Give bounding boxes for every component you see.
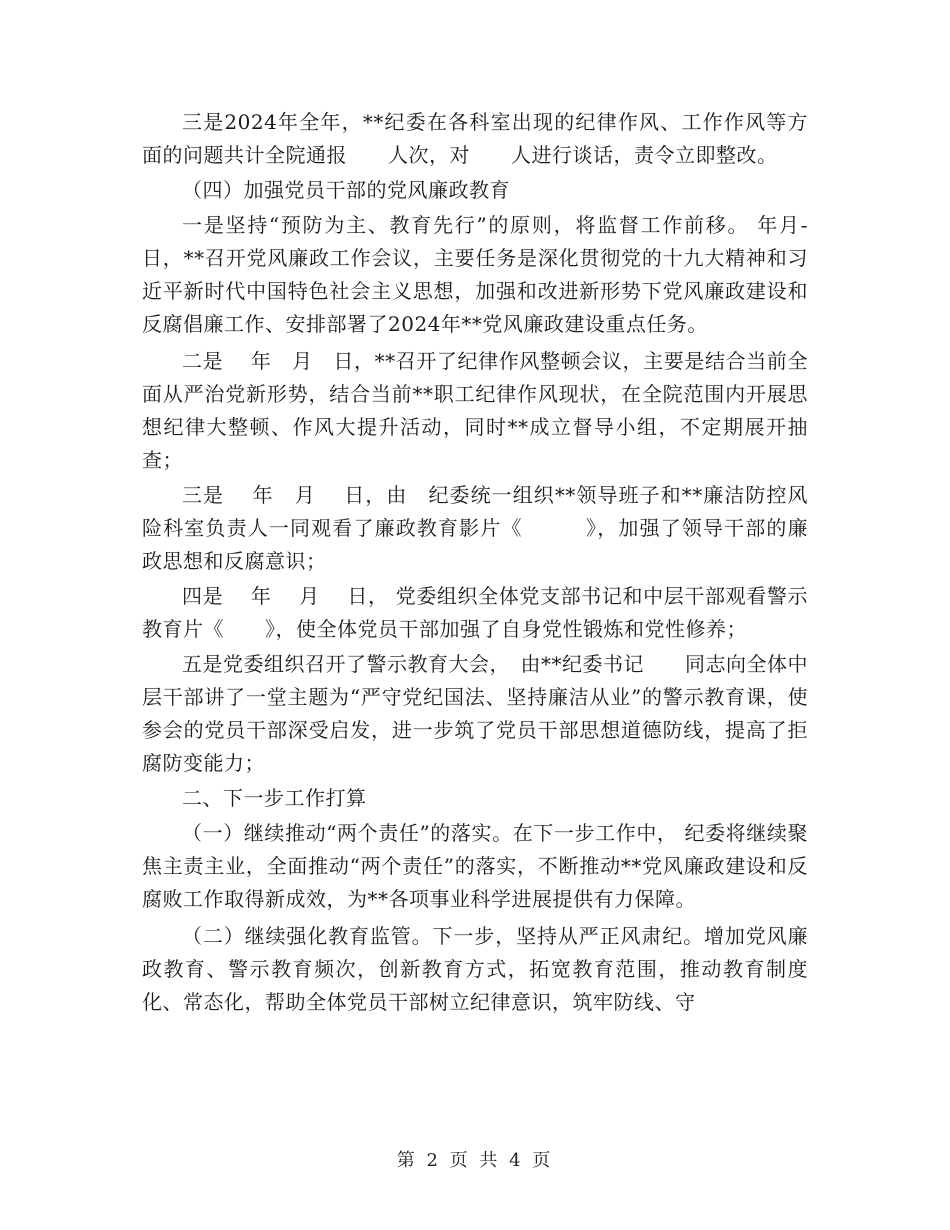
document-body xyxy=(142,106,808,1021)
paragraph-3: 二是 年 月 日，**召开了纪律作风整顿会议，主要是结合当前全面从严治党新形势，结合当前**职工纪律作风现状，在全院范围内开展思想纪律大整顿、作风大提升活动，同时**成立督导小组，不定期展开抽查； xyxy=(142,349,808,472)
section-heading-4: （四）加强党员干部的党风廉政教育 xyxy=(182,178,510,202)
section-heading-next-steps: 二、下一步工作打算 xyxy=(182,786,367,810)
paragraph-8: （二）继续强化教育监管。下一步，坚持从严正风肃纪。增加党风廉政教育、警示教育频次，创新教育方式，拓宽教育范围，推动教育制度化、常态化，帮助全体党员干部树立纪律意识，筑牢防线、守 xyxy=(142,924,808,1014)
paragraph-2: 一是坚持“预防为主、教育先行”的原则，将监督工作前移。 年月-日，**召开党风廉政工作会议，主要任务是深化贯彻党的十九大精神和习近平新时代中国特色社会主义思想，加强和改进新形势下党风廉政建设和反腐倡廉工作、安排部署了2024年**党风廉政建设重点任务。 xyxy=(142,213,808,336)
paragraph-6: 五是党委组织召开了警示教育大会， 由**纪委书记 同志向全体中层干部讲了一堂主题为“严守党纪国法、坚持廉洁从业”的警示教育课，使参会的党员干部深受启发，进一步筑了党员干部思想道德防线，提高了拒腐防变能力； xyxy=(142,652,808,775)
page-number-footer: 第 2 页 共 4 页 xyxy=(396,1150,554,1171)
paragraph-1: 三是2024年全年，**纪委在各科室出现的纪律作风、工作作风等方面的问题共计全院通报 人次，对 人进行谈话，责令立即整改。 xyxy=(142,110,808,167)
paragraph-4: 三是 年 月 日，由 纪委统一组织**领导班子和**廉洁防控风险科室负责人一同观看了廉政教育影片《 》，加强了领导干部的廉政思想和反腐意识； xyxy=(142,483,808,573)
paragraph-7: （一）继续推动“两个责任”的落实。在下一步工作中， 纪委将继续聚焦主责主业，全面推动“两个责任”的落实，不断推动**党风廉政建设和反腐败工作取得新成效，为**各项事业科学进展提供有力保障。 xyxy=(142,821,808,911)
paragraph-5: 四是 年 月 日， 党委组织全体党支部书记和中层干部观看警示教育片《 》，使全体党员干部加强了自身党性锻炼和党性修养； xyxy=(142,584,808,641)
